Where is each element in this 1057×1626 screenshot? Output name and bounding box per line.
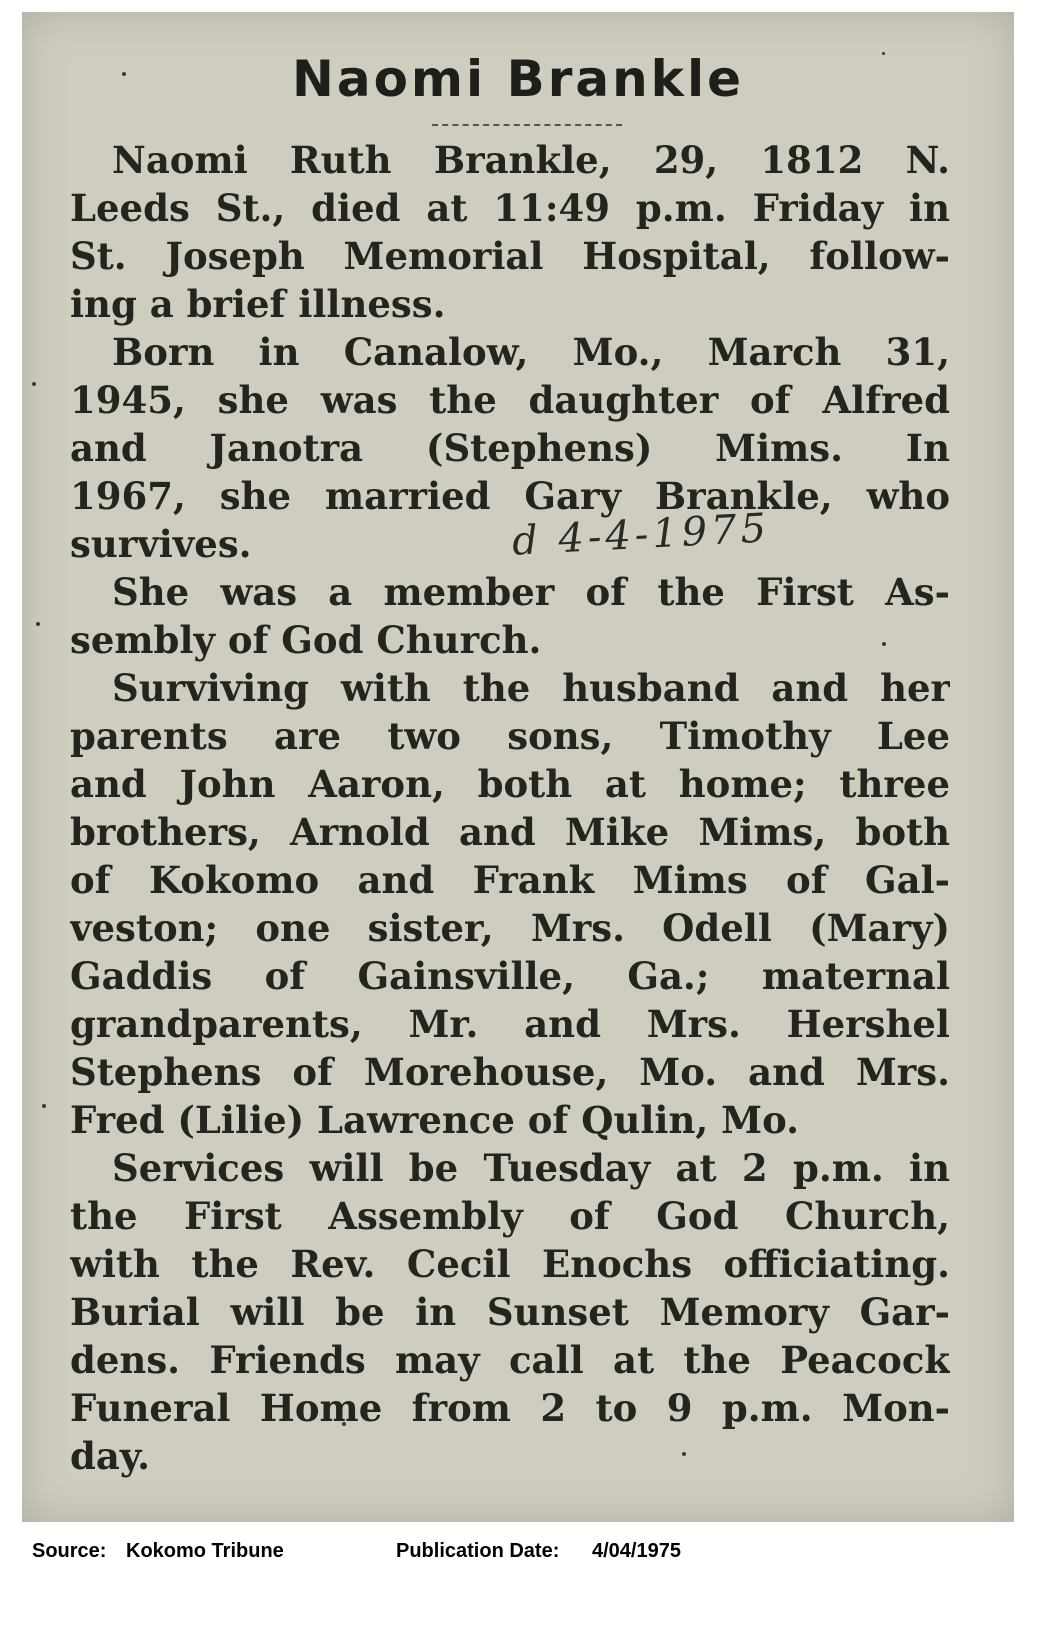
newspaper-clipping [22,12,1014,1522]
text-line: Services will be Tuesday at 2 p.m. in [112,1146,950,1190]
text-line: day. [70,1434,150,1478]
scan-speck [32,382,36,386]
text-line: Fred (Lilie) Lawrence of Qulin, Mo. [70,1098,799,1142]
text-line: She was a member of the First As- [112,570,950,614]
text-line: and Janotra (Stephens) Mims. In [70,426,950,470]
text-line: 1945, she was the daughter of Alfred [70,378,950,422]
paragraph-birth [70,328,950,568]
scan-speck [36,622,40,626]
source-label: Source: [32,1540,107,1562]
handwritten-date-note: d 4-4-1975 [510,505,772,565]
text-line: survives. [70,522,252,566]
text-line: 1967, she married Gary Brankle, who [70,474,950,518]
scan-speck [42,1104,46,1108]
text-line: grandparents, Mr. and Mrs. Hershel [70,1002,950,1046]
text-line: Gaddis of Gainsville, Ga.; maternal [70,954,950,998]
paragraph-church [70,568,950,664]
text-line: veston; one sister, Mrs. Odell (Mary) [70,906,950,950]
text-line: dens. Friends may call at the Peacock [70,1338,950,1382]
text-line: St. Joseph Memorial Hospital, follow- [70,234,950,278]
text-line: Funeral Home from 2 to 9 p.m. Mon- [70,1386,950,1430]
text-line: brothers, Arnold and Mike Mims, both [70,810,950,854]
text-line: Leeds St., died at 11:49 p.m. Friday in [70,186,950,230]
text-line: Stephens of Morehouse, Mo. and Mrs. [70,1050,950,1094]
publication-date-value: 4/04/1975 [592,1540,681,1562]
headline-rule [432,124,622,126]
text-line: parents are two sons, Timothy Lee [70,714,950,758]
text-line: the First Assembly of God Church, [70,1194,950,1238]
obituary-body [70,136,950,1480]
paragraph-death-notice [70,136,950,328]
text-line: Born in Canalow, Mo., March 31, [112,330,950,374]
text-line: Naomi Ruth Brankle, 29, 1812 N. [112,138,950,182]
source-value: Kokomo Tribune [126,1540,284,1562]
paragraph-survivors [70,664,950,1144]
text-line: Burial will be in Sunset Memory Gar- [70,1290,950,1334]
text-line: ing a brief illness. [70,282,446,326]
text-line: of Kokomo and Frank Mims of Gal- [70,858,950,902]
publication-date-label: Publication Date: [396,1540,560,1562]
citation-footer [32,1540,1032,1570]
text-line: and John Aaron, both at home; three [70,762,950,806]
text-line: sembly of God Church. [70,618,542,662]
obituary-headline: Naomi Brankle [292,50,744,108]
text-line: Surviving with the husband and her [112,666,950,710]
paragraph-services [70,1144,950,1480]
text-line: with the Rev. Cecil Enochs officiating. [70,1242,950,1286]
